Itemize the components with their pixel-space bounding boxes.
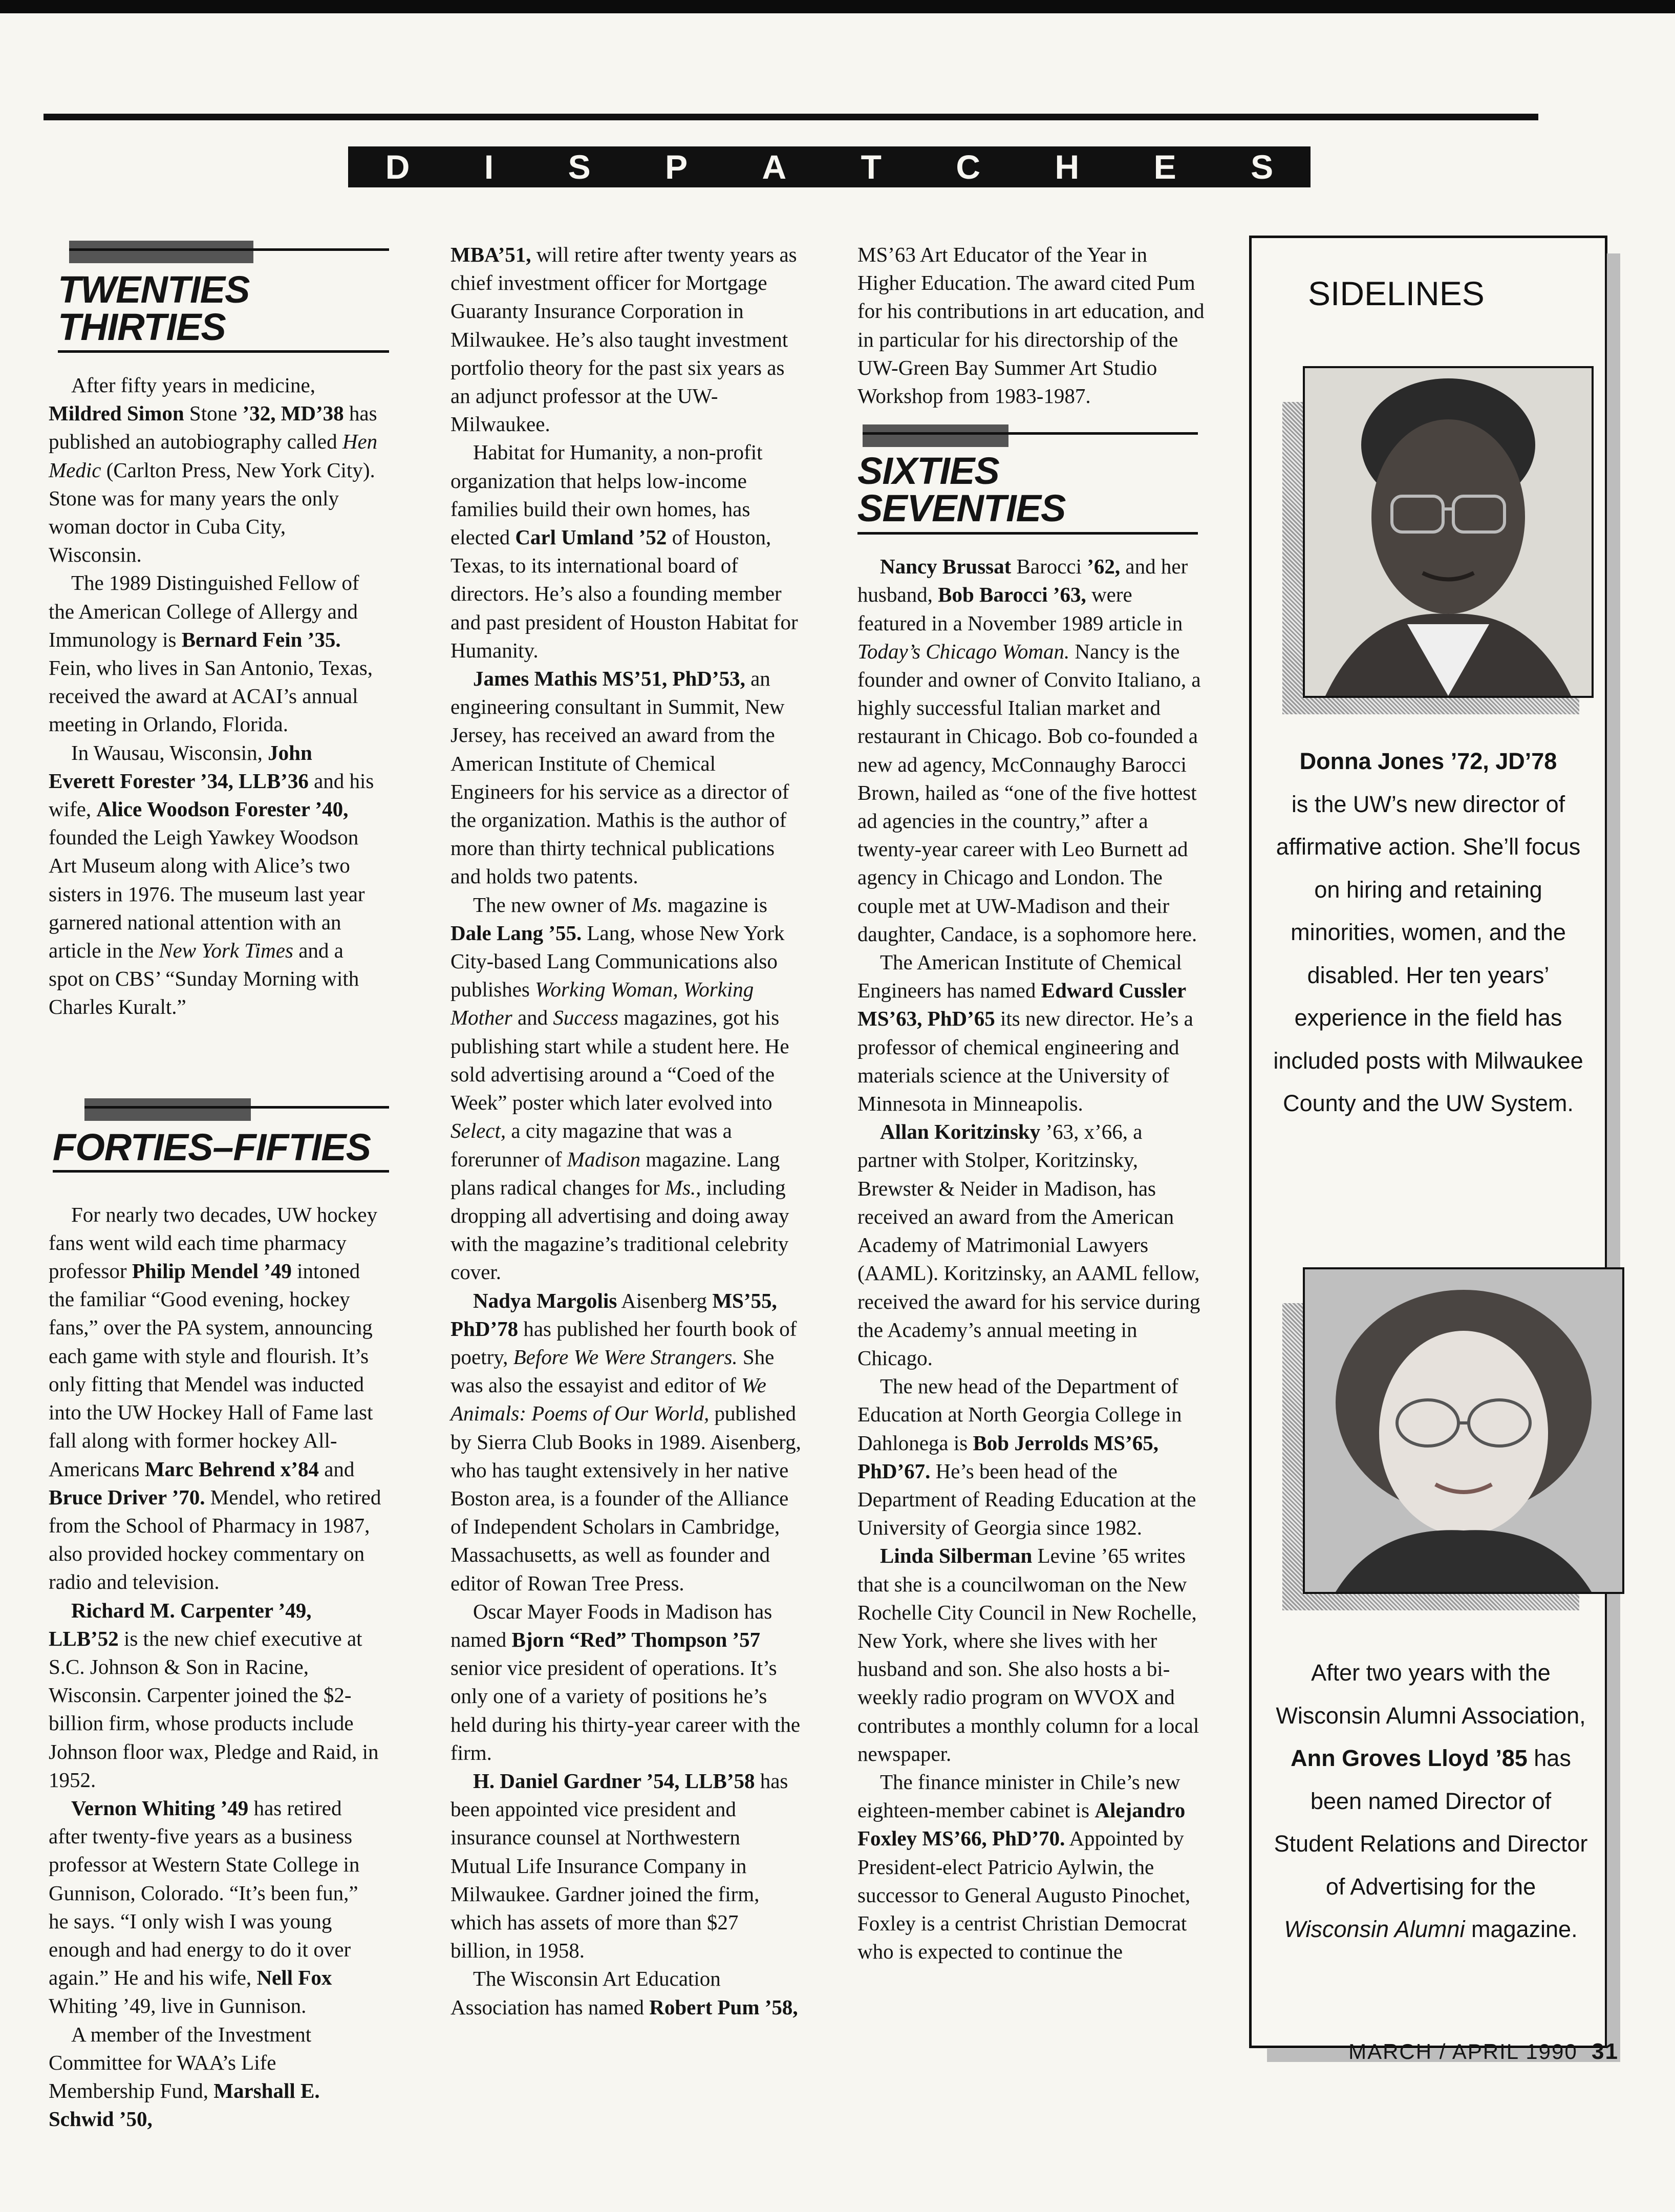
caption-title: Wisconsin Alumni (1284, 1916, 1465, 1942)
column-3 (857, 241, 1206, 1966)
section-title: FORTIES–FIFTIES (53, 1125, 371, 1168)
paragraph: Habitat for Humanity, a non-profit organization that helps low-income families build their own homes, has elected Carl Umland ’52 of Houston, Texas, to its international board of directors. He’s also a founding member and past president of Houston Habitat for Humanity. (450, 440, 798, 662)
section-rule (84, 1106, 389, 1109)
section-rule (58, 350, 389, 353)
caption-text: is the UW’s new director of affirmative action. She’ll focus on hiring and retaining minorities, women, and the disabled. Her ten years’ experience in the field has included posts with Milwaukee County and the UW System. (1273, 791, 1583, 1116)
paragraph: For nearly two decades, UW hockey fans went wild each time pharmacy professor Philip Mendel ’49 intoned the familiar “Good evening, hockey fans,” over the PA system, announcing each game with style and flourish. It’s only fitting that Mendel was inducted into the UW Hockey Hall of Fame last fall along with former hockey All-Americans Marc Behrend x’84 and Bruce Driver ’70. Mendel, who retired from the School of Pharmacy in 1987, also provided hockey commentary on radio and television. (49, 1202, 381, 1594)
box-shadow (1607, 253, 1620, 2061)
banner-letter: S (568, 148, 591, 186)
column-2 (450, 241, 804, 2022)
paragraph: Nancy Brussat Barocci ’62, and her husband, Bob Barocci ’63, were featured in a November 1989 article in Today’s Chicago Woman. Nancy is the founder and owner of Convito Italiano, a highly successful Italian market and restaurant in Chicago. Bob co-founded a new ad agency, McConnaughy Barocci Brown, hailed as “one of the five hottest ad agencies in the country,” after a twenty-year career with Leo Burnett ad agency in Chicago and London. The couple met at UW-Madison and their daughter, Candace, is a sophomore here. (857, 555, 1201, 946)
paragraph: The new head of the Department of Education at North Georgia College in Dahlonega is Bob Jerrolds MS’65, PhD’67. He’s been head of the Department of Reading Education at the University of Georgia since 1982. (857, 1374, 1196, 1540)
section-title: TWENTIES (58, 268, 250, 311)
caption-name: Donna Jones ’72, JD’78 (1299, 748, 1557, 774)
paragraph: Richard M. Carpenter ’49, LLB’52 is the new chief executive at S.C. Johnson & Son in Racine, Wisconsin. Carpenter joined the $2-billion firm, whose products include Johnson floor wax, Pledge and Raid, in 1952. (49, 1598, 379, 1792)
paragraph: James Mathis MS’51, PhD’53, an engineering consultant in Summit, New Jersey, has received an award from the American Institute of Chemical Engineers for his service as a director of the organization. Mathis is the author of more than thirty technical publications and holds two patents. (450, 667, 789, 888)
banner-letter: E (1153, 148, 1176, 186)
section-rule (69, 248, 389, 251)
section-title: SEVENTIES (857, 487, 1066, 530)
section-rule (857, 532, 1198, 535)
caption-text: magazine. (1465, 1916, 1578, 1942)
sidelines-title: SIDELINES (1308, 274, 1485, 312)
paragraph: Oscar Mayer Foods in Madison has named Bjorn “Red” Thompson ’57 senior vice president of operations. It’s only one of a variety of positions he’s held during his thirty-year career with the firm. (450, 1599, 801, 1764)
banner-letter: C (956, 148, 981, 186)
column-1 (49, 241, 381, 2133)
section-bar (69, 241, 253, 263)
banner-letter: A (762, 148, 787, 186)
top-rule (44, 114, 1538, 120)
section-title: THIRTIES (58, 306, 226, 348)
caption-text: After two years with the Wisconsin Alumni Association, (1276, 1660, 1586, 1729)
paragraph: MBA’51, will retire after twenty years as chief investment officer for Mortgage Guaranty Insurance Corporation in Milwaukee. He’s also taught investment portfolio theory for the past six years as an adjunct professor at the UW-Milwaukee. (450, 243, 797, 436)
paragraph: After fifty years in medicine, Mildred Simon Stone ’32, MD’38 has published an autobiography called Hen Medic (Carlton Press, New York City). Stone was for many years the only woman doctor in Cuba City, Wisconsin. (49, 373, 378, 567)
section-title: SIXTIES (857, 450, 999, 493)
banner-letter: T (861, 148, 882, 186)
banner-letter: H (1055, 148, 1080, 186)
section-head-forties-fifties (49, 1098, 381, 1201)
caption-donna-jones (1267, 740, 1590, 1125)
issue-date: MARCH / APRIL 1990 (1348, 2039, 1578, 2064)
banner-letter: D (385, 148, 410, 186)
banner-letter: P (665, 148, 688, 186)
paragraph: A member of the Investment Committee for WAA’s Life Membership Fund, Marshall E. Schwid ’50, (49, 2022, 320, 2131)
page-top-edge (0, 0, 1675, 13)
portrait-photo-donna-jones (1303, 366, 1594, 698)
paragraph: The American Institute of Chemical Engineers has named Edward Cussler MS’63, PhD’65 its new director. He’s a professor of chemical engineering and materials science at the University of Minnesota in Minneapolis. (857, 950, 1193, 1116)
dispatches-banner (348, 146, 1311, 187)
sidelines-box (1249, 236, 1607, 2048)
portrait-image (1305, 1269, 1622, 1592)
section-bar (84, 1098, 251, 1121)
paragraph: The Wisconsin Art Education Association has named Robert Pum ’58, (450, 1967, 798, 2019)
paragraph: In Wausau, Wisconsin, John Everett Forester ’34, LLB’36 and his wife, Alice Woodson Forester ’40, founded the Leigh Yawkey Woodson Art Museum along with Alice’s two sisters in 1976. The museum last year garnered national attention with an article in the New York Times and a spot on CBS’ “Sunday Morning with Charles Kuralt.” (49, 740, 374, 1019)
portrait-photo-ann-groves-lloyd (1303, 1267, 1624, 1594)
page-number: 31 (1592, 2039, 1619, 2064)
banner-letter: S (1251, 148, 1274, 186)
paragraph: The 1989 Distinguished Fellow of the American College of Allergy and Immunology is Bernard Fein ’35. Fein, who lives in San Antonio, Texas, received the award at ACAI’s annual meeting in Orlando, Florida. (49, 571, 373, 736)
paragraph: Vernon Whiting ’49 has retired after twenty-five years as a business professor at Western State College in Gunnison, Colorado. “It’s been fun,” he says. “I only wish I was young enough and had energy to do it over again.” He and his wife, Nell Fox Whiting ’49, live in Gunnison. (49, 1796, 360, 2018)
caption-text: has been named Director of Student Relations and Director of Advertising for the (1274, 1745, 1588, 1900)
caption-name: Ann Groves Lloyd ’85 (1291, 1745, 1528, 1771)
section-rule (53, 1170, 389, 1173)
section-rule (863, 432, 1198, 435)
paragraph: Allan Koritzinsky ’63, x’66, a partner with Stolper, Koritzinsky, Brewster & Neider in Madison, has received an award from the American Academy of Matrimonial Lawyers (AAML). Koritzinsky, an AAML fellow, received the award for his service during the Academy’s annual meeting in Chicago. (857, 1120, 1200, 1370)
page-folio (1348, 2039, 1619, 2065)
section-head-twenties-thirties (49, 241, 381, 371)
paragraph: The new owner of Ms. magazine is Dale Lang ’55. Lang, whose New York City-based Lang Communications also publishes Working Woman, Working Mother and Success magazines, got his publishing start while a student here. He sold advertising around a “Coed of the Week” poster which later evolved into Select, a city magazine that was a forerunner of Madison magazine. Lang plans radical changes for Ms., including dropping all advertising and doing away with the magazine’s traditional celebrity cover. (450, 892, 789, 1284)
paragraph: Linda Silberman Levine ’65 writes that she is a councilwoman on the New Rochelle City Council in New Rochelle, New York, where she lives with her husband and son. She also hosts a bi-weekly radio program on WVOX and contributes a monthly column for a local newspaper. (857, 1544, 1199, 1766)
paragraph: MS’63 Art Educator of the Year in Higher Education. The award cited Pum for his contributions in art education, and in particular for his directorship of the UW-Green Bay Summer Art Studio Workshop from 1983-1987. (857, 243, 1205, 408)
section-head-sixties-seventies (857, 424, 1206, 552)
portrait-image (1305, 368, 1592, 696)
paragraph: H. Daniel Gardner ’54, LLB’58 has been appointed vice president and insurance counsel at Northwestern Mutual Life Insurance Company in Milwaukee. Gardner joined the firm, which has assets of more than $27 billion, in 1958. (450, 1769, 788, 1963)
caption-ann-groves-lloyd (1272, 1651, 1590, 1951)
paragraph: Nadya Margolis Aisenberg MS’55, PhD’78 has published her fourth book of poetry, Before We Were Strangers. She was also the essayist and editor of We Animals: Poems of Our World, published by Sierra Club Books in 1989. Aisenberg, who has taught extensively in her native Boston area, is a founder of the Alliance of Independent Scholars in Cambridge, Massachusetts, as well as founder and editor of Rowan Tree Press. (450, 1288, 801, 1595)
section-bar (863, 424, 1008, 447)
paragraph: The finance minister in Chile’s new eighteen-member cabinet is Alejandro Foxley MS’66, PhD’70. Appointed by President-elect Patricio Aylwin, the successor to General Augusto Pinochet, Foxley is a centrist Christian Democrat who is expected to continue the (857, 1770, 1191, 1964)
banner-letter: I (484, 148, 494, 186)
